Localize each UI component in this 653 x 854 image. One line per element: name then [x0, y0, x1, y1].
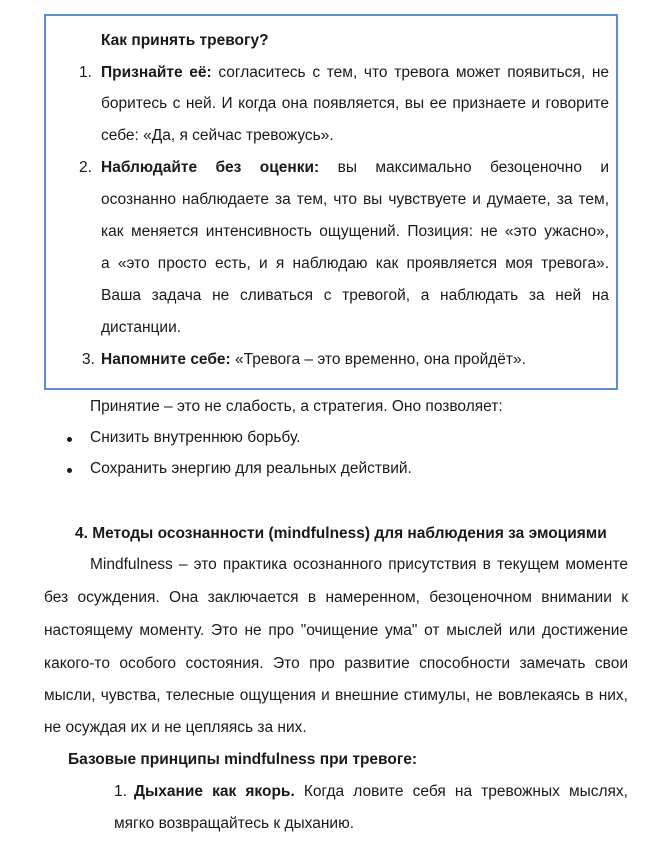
paragraph-line: Mindfulness – это практика осознанного присутствия в текущем моменте — [90, 556, 628, 573]
bullet-icon — [67, 468, 72, 473]
list-item-line: себе: «Да, я сейчас тревожусь». — [101, 127, 334, 144]
bullet-icon — [67, 437, 72, 442]
list-item-line: Наблюдайте без оценки: вы максимально безоценочно и — [101, 159, 609, 176]
list-item-line: а «это просто есть, и я наблюдаю как проявляется моя тревога». — [101, 255, 609, 272]
bullet-item: Сохранить энергию для реальных действий. — [90, 460, 412, 477]
paragraph-line: настоящему моменту. Это не про "очищение ума" от мыслей или достижение — [44, 622, 628, 639]
list-item-line: дистанции. — [101, 319, 182, 336]
list-item-line: боритесь с ней. И когда она появляется, вы ее признаете и говорите — [101, 95, 609, 112]
principles-heading: Базовые принципы mindfulness при тревоге: — [68, 751, 418, 768]
list-item-line: мягко возвращайтесь к дыханию. — [114, 815, 355, 832]
list-number: 1. — [114, 783, 127, 800]
list-item-line: Дыхание как якорь. Когда ловите себя на тревожных мыслях, — [134, 783, 628, 800]
paragraph-line: какого-то особого состояния. Это про развитие способности замечать свои — [44, 655, 628, 672]
paragraph-line: мысли, чувства, телесные ощущения и внешние стимулы, не вовлекаясь в них, — [44, 687, 628, 704]
list-item-line: Ваша задача не сливаться с тревогой, а наблюдать за ней на — [101, 287, 609, 304]
acceptance-intro: Принятие – это не слабость, а стратегия. Оно позволяет: — [90, 398, 503, 415]
box-heading: Как принять тревогу? — [101, 32, 269, 49]
list-number: 2. — [79, 159, 92, 176]
list-item-line: осознанно наблюдаете за тем, что вы чувствуете и думаете, за тем, — [101, 191, 609, 208]
list-item-line: Признайте её: согласитесь с тем, что тревога может появиться, не — [101, 64, 609, 81]
list-item-line: как меняется интенсивность ощущений. Позиция: не «это ужасно», — [101, 223, 609, 240]
list-item-line: Напомните себе: «Тревога – это временно, она пройдёт». — [101, 351, 526, 368]
paragraph-line: не осуждая их и не цепляясь за них. — [44, 719, 307, 736]
list-number: 3. — [82, 351, 95, 368]
list-number: 1. — [79, 64, 92, 81]
bullet-item: Снизить внутреннюю борьбу. — [90, 429, 301, 446]
paragraph-line: без осуждения. Она заключается в намеренном, безоценочном внимании к — [44, 589, 628, 606]
section-title: 4. Методы осознанности (mindfulness) для наблюдения за эмоциями — [75, 525, 607, 542]
